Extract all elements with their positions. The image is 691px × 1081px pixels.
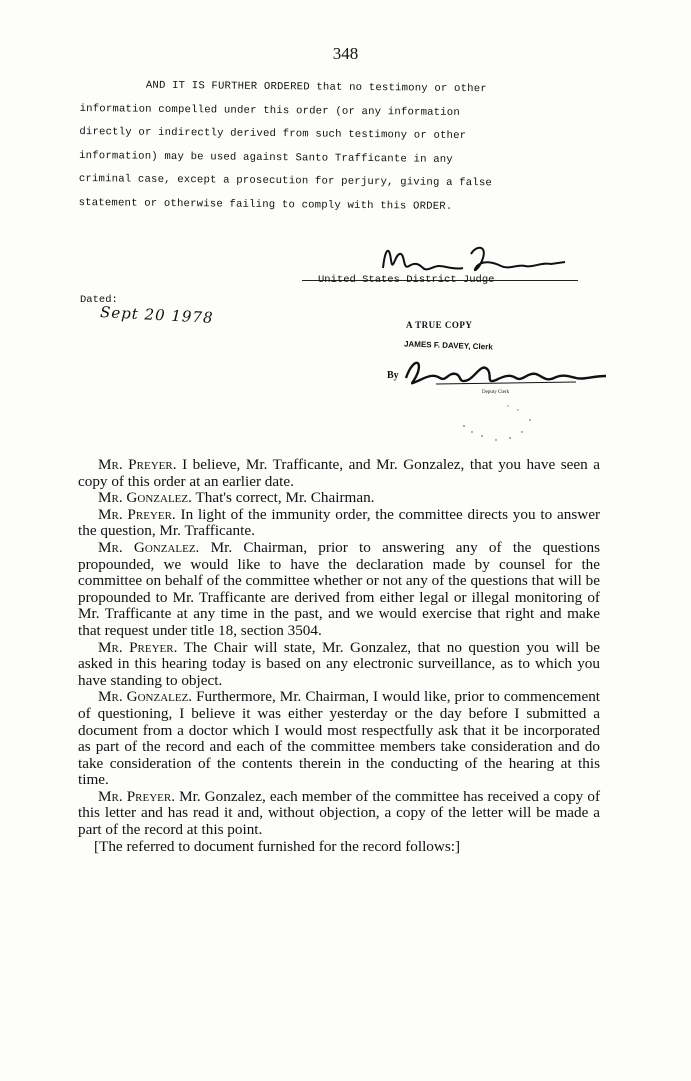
speech-text: Furthermore, Mr. Chairman, I would like, prior to commencement of questioning, I believe it was either yesterday or the day before I submitted a document from a doctor which I would most respectfully ask that it be incorporated as part of the record and each of the committee members take consideration and do take consideration of the contents therein in the conducting of the hearing at this time.	[78, 688, 601, 789]
transcript-paragraph	[78, 457, 600, 490]
judge-label: United States District Judge	[318, 274, 495, 286]
speaker-name: Mr. Gonzalez.	[98, 489, 192, 507]
true-copy-stamp: A TRUE COPY	[406, 320, 473, 330]
transcript-paragraph	[78, 640, 600, 690]
dated-handwritten: Sept 20 1978	[99, 303, 214, 327]
by-label: By	[387, 370, 399, 381]
transcript-paragraph	[78, 490, 600, 507]
transcript-paragraph	[78, 507, 600, 540]
order-line: AND IT IS FURTHER ORDERED that no testimony or other	[145, 79, 487, 96]
speech-text: I believe, Mr. Trafficante, and Mr. Gonzalez, that you have seen a copy of this order at an earlier date.	[78, 456, 601, 490]
clerk-stamp: JAMES F. DAVEY, Clerk	[403, 339, 493, 352]
stamp-residue	[460, 396, 560, 446]
page-number: 348	[332, 44, 359, 63]
speaker-name: Mr. Preyer.	[98, 505, 176, 523]
speech-text: That's correct, Mr. Chairman.	[195, 489, 375, 507]
transcript-paragraph	[78, 540, 600, 640]
deputy-clerk-label: Deputy Clerk	[482, 390, 510, 395]
speech-text: Mr. Gonzalez, each member of the committee has received a copy of this letter and has read it and, without objection, a copy of the letter will be made a part of the record at this point.	[78, 787, 601, 839]
speaker-name: Mr. Preyer.	[98, 638, 178, 656]
speech-text: The Chair will state, Mr. Gonzalez, that no question you will be asked in this hearing today is based on any electronic surveillance, as to which you have standing to object.	[78, 638, 600, 689]
order-line: information compelled under this order (or any information	[79, 102, 461, 119]
order-line: statement or otherwise failing to comply with this ORDER.	[78, 196, 453, 213]
order-line: directly or indirectly derived from such testimony or other	[79, 125, 467, 143]
speech-text: In light of the immunity order, the committee directs you to answer the question, Mr. Trafficante.	[78, 505, 601, 540]
speaker-name: Mr. Preyer.	[98, 787, 176, 805]
order-line: information) may be used against Santo Trafficante in any	[79, 149, 453, 166]
hearing-transcript	[78, 457, 600, 855]
transcript-paragraph	[78, 789, 600, 839]
dated-label: Dated:	[80, 294, 118, 306]
transcript-paragraph	[78, 689, 600, 789]
order-line: criminal case, except a prosecution for perjury, giving a false	[78, 172, 493, 190]
record-note: [The referred to document furnished for the record follows:]	[94, 837, 461, 855]
speaker-name: Mr. Gonzalez.	[98, 538, 200, 556]
deputy-clerk-signature	[396, 356, 616, 390]
court-order-text	[79, 74, 550, 220]
speaker-name: Mr. Preyer.	[98, 456, 177, 473]
speaker-name: Mr. Gonzalez.	[98, 688, 193, 706]
speech-text: Mr. Chairman, prior to answering any of the questions propounded, we would like to have the declaration made by counsel for the committee on behalf of the committee whether or not any of the questions that will be propounded to Mr. Trafficante are derived from either legal or illegal monitoring of Mr. Trafficante at any time in the past, and we would exercise that right and make that request under title 18, section 3504.	[78, 538, 600, 639]
